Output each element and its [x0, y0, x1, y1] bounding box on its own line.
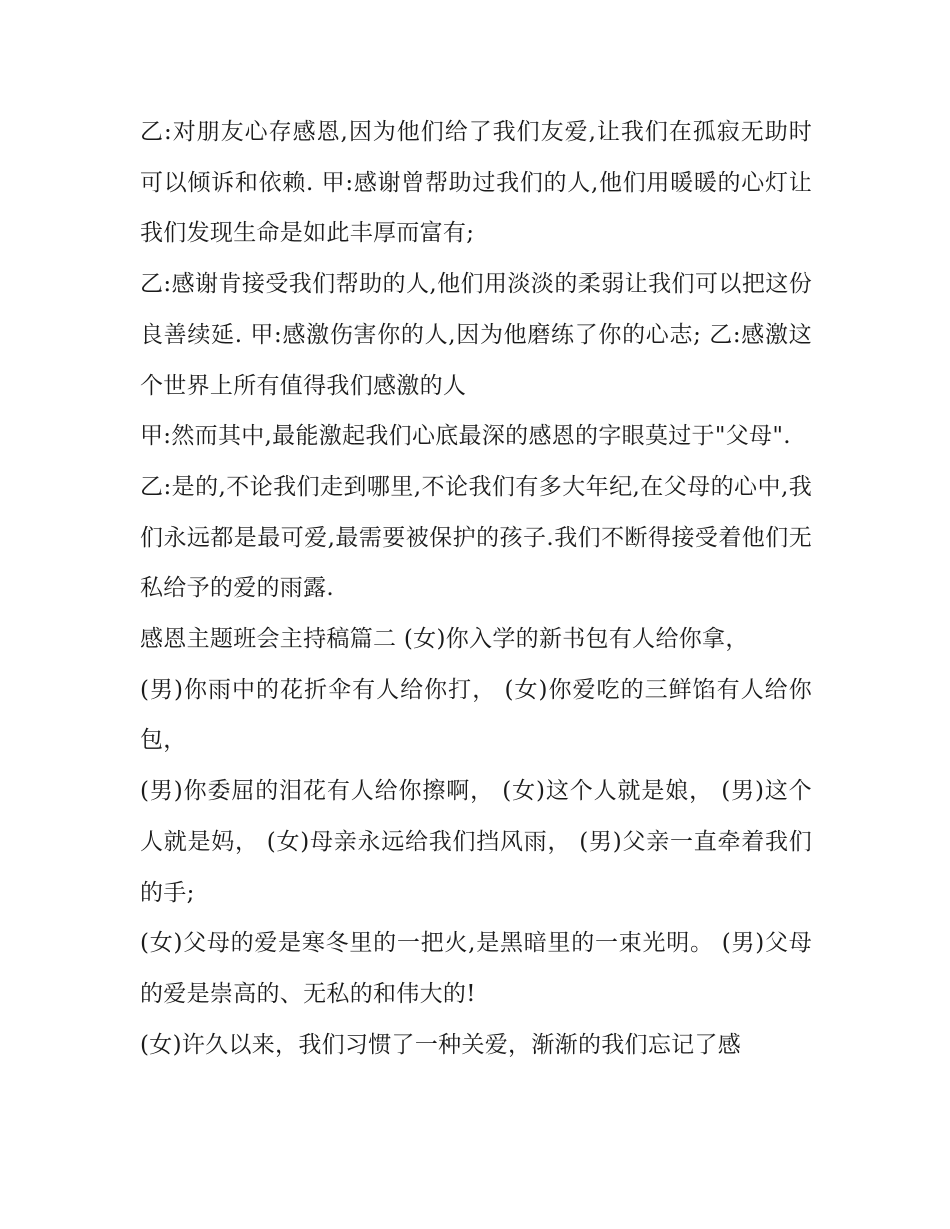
paragraph-6: (男)你雨中的花折伞有人给你打， (女)你爱吃的三鲜馅有人给你包，	[140, 676, 812, 754]
paragraph-2: 乙:感谢肯接受我们帮助的人,他们用淡淡的柔弱让我们可以把这份良善续延. 甲:感激伤害你的人,因为他磨练了你的心志; 乙:感激这个世界上所有值得我们感激的人	[140, 271, 812, 399]
paragraph-1: 乙:对朋友心存感恩,因为他们给了我们友爱,让我们在孤寂无助时可以倾诉和依赖. 甲:感谢曾帮助过我们的人,他们用暖暖的心灯让我们发现生命是如此丰厚而富有;	[140, 119, 812, 247]
paragraph-8: (女)父母的爱是寒冬里的一把火,是黑暗里的一束光明。 (男)父母的爱是崇高的、无私的和伟大的!	[140, 930, 812, 1007]
document-body	[140, 107, 812, 1070]
paragraph-3: 甲:然而其中,最能激起我们心底最深的感恩的字眼莫过于"父母".	[140, 423, 791, 450]
paragraph-7: (男)你委屈的泪花有人给你擦啊， (女)这个人就是娘， (男)这个人就是妈， (女)母亲永远给我们挡风雨， (男)父亲一直牵着我们的手;	[140, 778, 812, 906]
paragraph-5: 感恩主题班会主持稿篇二 (女)你入学的新书包有人给你拿，	[140, 626, 749, 653]
paragraph-4: 乙:是的,不论我们走到哪里,不论我们有多大年纪,在父母的心中,我们永远都是最可爱,最需要被保护的孩子.我们不断得接受着他们无私给予的爱的雨露.	[140, 473, 812, 602]
paragraph-9: (女)许久以来，我们习惯了一种关爱，渐渐的我们忘记了感	[140, 1031, 742, 1058]
